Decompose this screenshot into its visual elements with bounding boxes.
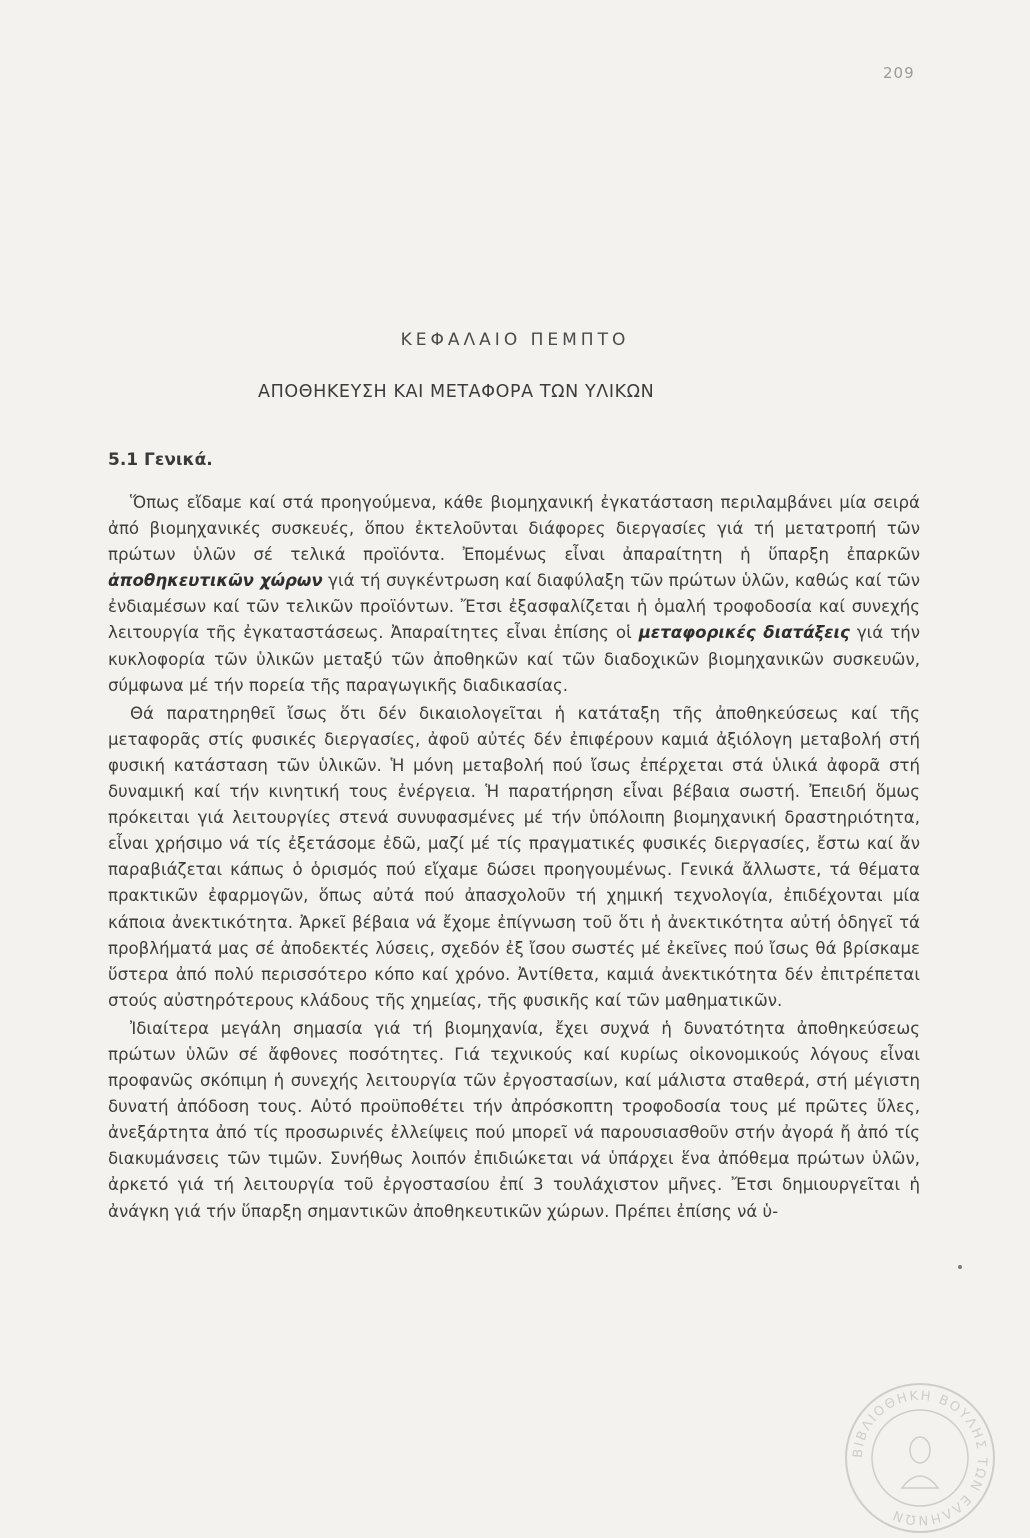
chapter-label: ΚΕΦΑΛΑΙΟ ΠΕΜΠΤΟ (400, 330, 630, 350)
paragraph-1 (108, 490, 920, 699)
body-text (108, 490, 920, 1225)
term-storage-spaces: ἀποθηκευτικῶν χώρων (108, 571, 323, 591)
term-transport-devices: μεταφορικές διατάξεις (638, 623, 850, 643)
page-number: 209 (883, 64, 915, 82)
paragraph-1-part-a: Ὅπως εἴδαμε καί στά προηγούμενα, κάθε βιομηχανική ἐγκατάσταση περιλαμβάνει μία σειρά ἀπό βιομηχανικές συσκευές, ὅπου ἐκτελοῦνται διάφορες διεργασίες γιά τή μετατροπή τῶν πρώτων ὑλῶν σέ τελικά προϊόντα. Ἐπομένως εἶναι ἀπαραίτητη ἡ ὕπαρξη ἐπαρκῶν (108, 493, 920, 565)
section-heading: 5.1 Γενικά. (108, 450, 213, 470)
svg-text:ΒΙΒΛΙΟΘΗΚΗ ΒΟΥΛΗΣ ΤΩΝ ΕΛΛΗΝΩΝ: ΒΙΒΛΙΟΘΗΚΗ ΒΟΥΛΗΣ ΤΩΝ ΕΛΛΗΝΩΝ (850, 1388, 990, 1528)
paragraph-2: Θά παρατηρηθεῖ ἴσως ὅτι δέν δικαιολογεῖται ἡ κατάταξη τῆς ἀποθηκεύσεως καί τῆς μεταφορᾶς στίς φυσικές διεργασίες, ἀφοῦ αὐτές δέν ἐπιφέρουν καμιά ἀξιόλογη μεταβολή στή φυσική κατάσταση τῶν ὑλικῶν. Ἡ μόνη μεταβολή πού ἴσως ἐπέρχεται στά ὑλικά ἀφορᾶ στή δυναμική καί τήν κινητική τους ἐνέργεια. Ἡ παρατήρηση εἶναι βέβαια σωστή. Ἐπειδή ὅμως πρόκειται γιά λειτουργίες στενά συνυφασμένες μέ τήν ὑπόλοιπη βιομηχανική δραστηριότητα, εἶναι χρήσιμο νά τίς ἐξετάσομε ἐδῶ, μαζί μέ τίς πραγματικές φυσικές διεργασίες, ἔστω καί ἄν παραβιάζεται κάπως ὁ ὁρισμός πού εἴχαμε δώσει προηγουμένως. Γενικά ἄλλωστε, τά θέματα πρακτικῶν ἐφαρμογῶν, ὅπως αὐτά πού ἀπασχολοῦν τή χημική τεχνολογία, ἐπιδέχονται μία κάποια ἀνεκτικότητα. Ἀρκεῖ βέβαια νά ἔχομε ἐπίγνωση τοῦ ὅτι ἡ ἀνεκτικότητα αὐτή ὁδηγεῖ τά προβλήματά μας σέ ἀποδεκτές λύσεις, σχεδόν ἐξ ἴσου σωστές μέ ἐκεῖνες πού ἴσως θά βρίσκαμε ὕστερα ἀπό πολύ περισσότερο κόπο καί χρόνο. Ἀντίθετα, καμιά ἀνεκτικότητα δέν ἐπιτρέπεται στούς αὐστηρότερους κλάδους τῆς χημείας, τῆς φυσικῆς καί τῶν μαθηματικῶν. (108, 703, 920, 1010)
paragraph-1-part-c: γιά τήν κυκλοφορία τῶν ὑλικῶν μεταξύ τῶν ἀποθηκῶν καί τῶν διαδοχικῶν βιομηχανικῶν συσκευῶν, σύμφωνα μέ τήν πορεία τῆς παραγωγικῆς διαδικασίας. (108, 623, 920, 695)
show-through-text (108, 118, 920, 508)
library-stamp-seal (840, 1378, 1000, 1538)
paragraph-1-part-b: γιά τή συγκέντρωση καί διαφύλαξη τῶν πρώτων ὑλῶν, καθώς καί τῶν ἐνδιαμέσων καί τῶν τελικῶν προϊόντων. Ἔτσι ἐξασφαλίζεται ἡ ὁμαλή τροφοδοσία καί συνεχής λειτουργία τῆς ἐγκαταστάσεως. Ἀπαραίτητες εἶναι ἐπίσης οἱ (108, 571, 921, 643)
paragraph-3: Ἰδιαίτερα μεγάλη σημασία γιά τή βιομηχανία, ἔχει συχνά ἡ δυνατότητα ἀποθηκεύσεως πρώτων ὑλῶν σέ ἄφθονες ποσότητες. Γιά τεχνικούς καί κυρίως οἰκονομικούς λόγους εἶναι προφανῶς σκόπιμη ἡ συνεχής λειτουργία τῶν ἐργοστασίων, καί μάλιστα σταθερά, στή μέγιστη δυνατή ἀπόδοση τους. Αὐτό προϋποθέτει τήν ἀπρόσκοπτη τροφοδοσία τους μέ πρῶτες ὕλες, ἀνεξάρτητα ἀπό τίς προσωρινές ἐλλείψεις πού μπορεῖ νά παρουσιασθοῦν στήν ἀγορά ἤ ἀπό τίς διακυμάνσεις τῶν τιμῶν. Συνήθως λοιπόν ἐπιδιώκεται νά ὑπάρχει ἕνα ἀπόθεμα πρώτων ὑλῶν, ἀρκετό γιά τή λειτουργία τοῦ ἐργοστασίου ἐπί 3 τουλάχιστον μῆνες. Ἔτσι δημιουργεῖται ἡ ἀνάγκη γιά τήν ὕπαρξη σημαντικῶν ἀποθηκευτικῶν χώρων. Πρέπει ἐπίσης νά ὑ- (108, 1018, 920, 1221)
ink-speck (958, 1265, 962, 1269)
chapter-title: ΑΠΟΘΗΚΕΥΣΗ ΚΑΙ ΜΕΤΑΦΟΡΑ ΤΩΝ ΥΛΙΚΩΝ (258, 382, 655, 402)
